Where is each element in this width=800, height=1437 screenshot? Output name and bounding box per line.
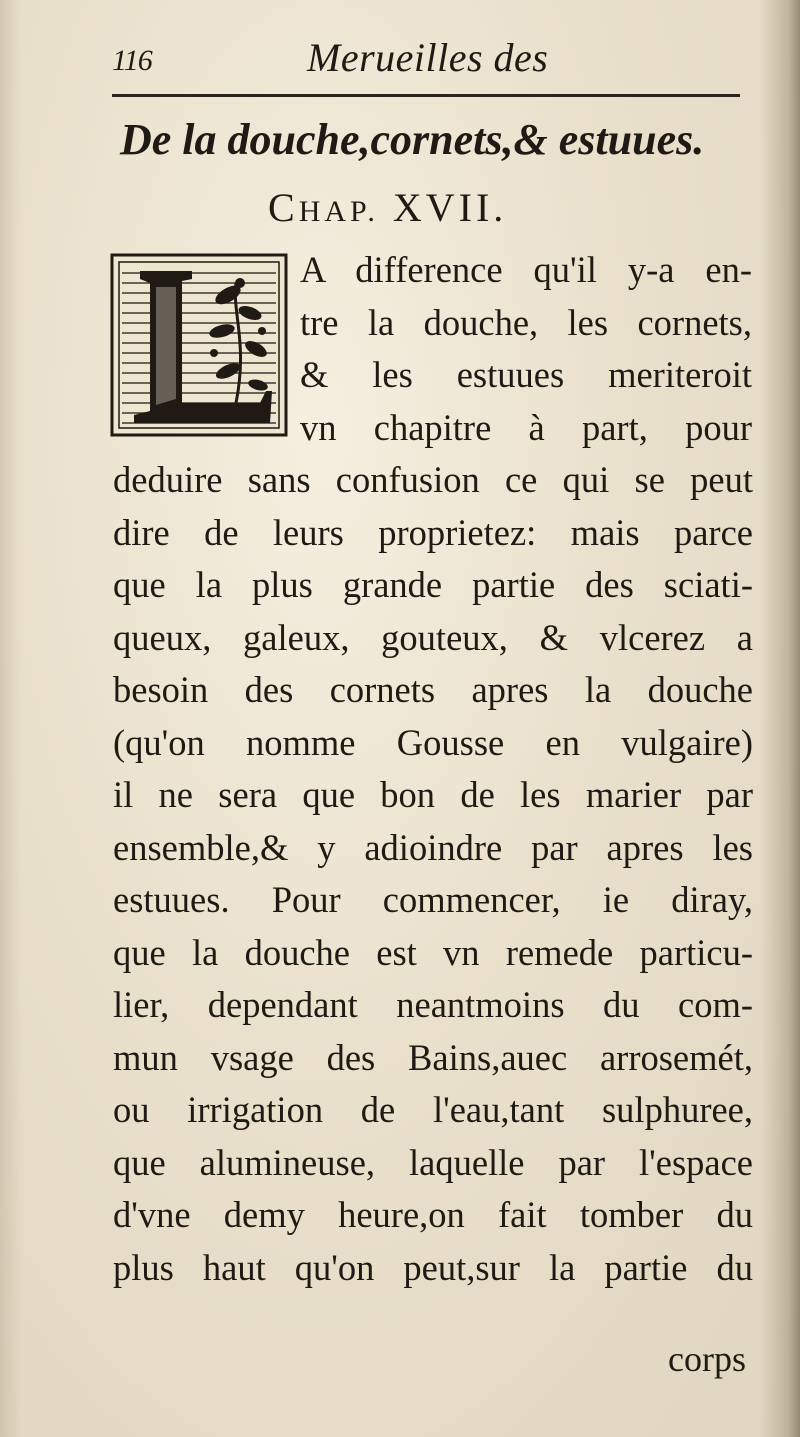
main-text-block (113, 454, 753, 1294)
chapter-prefix-initial: C (268, 185, 299, 230)
chapter-roman-numeral: XVII. (392, 185, 508, 230)
text-line: A difference qu'il y-a en- (300, 249, 752, 290)
text-line: dire de leurs proprietez: mais parce (113, 511, 753, 553)
chapter-prefix-rest: HAP. (298, 195, 379, 228)
page-number: 116 (112, 44, 152, 77)
text-line: d'vne demy heure,on fait tomber du (113, 1194, 753, 1235)
chapter-number (268, 184, 507, 231)
text-line: ensemble,& y adioindre par apres les (113, 826, 753, 868)
text-line: queux, galeux, gouteux, & vlcerez a (113, 616, 753, 658)
text-line: tre la douche, les cornets, (300, 301, 752, 343)
chapter-title: De la douche,cornets,& estuues. (120, 115, 705, 164)
text-line: lier, dependant neantmoins du com- (113, 984, 753, 1025)
indented-text-block (300, 244, 752, 454)
text-line: & les estuues meriteroit (300, 354, 752, 395)
text-line: que alumineuse, laquelle par l'espace (113, 1141, 753, 1183)
text-line: plus haut qu'on peut,sur la partie du (113, 1246, 753, 1288)
text-line: vn chapitre à part, pour (300, 406, 752, 448)
text-line: (qu'on nomme Gousse en vulgaire) (113, 721, 753, 763)
text-line: ou irrigation de l'eau,tant sulphuree, (113, 1089, 753, 1130)
text-line: que la plus grande partie des sciati- (113, 564, 753, 605)
text-line: que la douche est vn remede particu- (113, 931, 753, 973)
ornamental-initial-icon (110, 253, 288, 437)
header-rule (112, 94, 740, 97)
text-line: il ne sera que bon de les marier par (113, 774, 753, 815)
running-title: Merueilles des (307, 35, 549, 80)
text-line: deduire sans confusion ce qui se peut (113, 459, 753, 500)
text-line: estuues. Pour commencer, ie diray, (113, 879, 753, 920)
catchword: corps (668, 1339, 746, 1379)
text-line: mun vsage des Bains,auec arrosemét, (113, 1036, 753, 1078)
text-line: besoin des cornets apres la douche (113, 669, 753, 710)
running-head (112, 30, 737, 90)
